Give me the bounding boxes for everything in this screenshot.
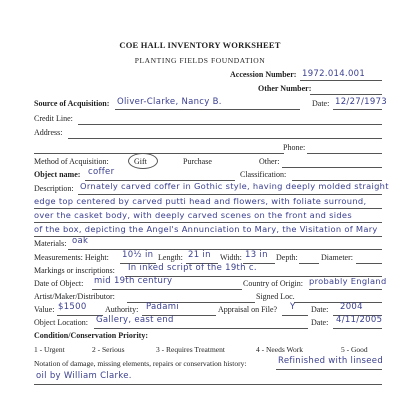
priority-needs-work: 4 - Needs Work: [256, 345, 303, 354]
description-line-3: [34, 222, 382, 223]
location-date-value: 4/11/2005: [336, 315, 383, 325]
materials-line: [68, 249, 382, 250]
credit-line-label: Credit Line:: [34, 114, 73, 123]
location-date-label: Date:: [311, 318, 329, 327]
notation-value-1: Refinished with linseed: [278, 356, 384, 366]
country-value: probably England: [309, 276, 387, 286]
description-text-2: edge top centered by carved putti head and flowers, with foliate surround,: [34, 196, 367, 206]
source-value: Oliver-Clarke, Nancy B.: [117, 97, 222, 107]
authority-value: Padami: [146, 302, 179, 312]
method-label: Method of Acquisition:: [34, 157, 109, 166]
acquisition-date-label: Date:: [312, 99, 330, 108]
length-label: Length:: [158, 253, 183, 262]
source-label: Source of Acquisition:: [34, 99, 110, 108]
classification-label: Classification:: [240, 170, 287, 179]
acquisition-date-line: [333, 109, 382, 110]
description-label: Description:: [34, 184, 74, 193]
height-value: 10½ in: [122, 250, 154, 260]
notation-line-2: [34, 384, 382, 385]
address-line-2: [34, 153, 284, 154]
signed-label: Signed Loc.: [256, 292, 295, 301]
markings-value: In inked script of the 19th c.: [128, 263, 257, 273]
width-value: 13 in: [245, 250, 268, 260]
width-label: Width:: [220, 253, 242, 262]
value-value: $1500: [58, 302, 87, 312]
value-label: Value:: [34, 305, 55, 314]
address-label: Address:: [34, 128, 63, 137]
value-date-value: 2004: [340, 302, 363, 312]
object-name-value: coffer: [88, 167, 115, 177]
location-date-line: [333, 328, 382, 329]
object-name-label: Object name:: [34, 170, 81, 179]
length-value: 21 in: [188, 250, 211, 260]
phone-line: [307, 153, 382, 154]
location-line: [94, 328, 308, 329]
appraisal-line: [282, 315, 308, 316]
accession-value: 1972.014.001: [302, 69, 366, 79]
notation-value-2: oil by William Clarke.: [36, 371, 132, 381]
notation-line-1: [276, 369, 382, 370]
date-of-object-label: Date of Object:: [34, 279, 84, 288]
other-number-label: Other Number:: [258, 84, 312, 93]
signed-line: [294, 302, 382, 303]
description-text-1: Ornately carved coffer in Gothic style, having deeply molded straight: [80, 181, 389, 191]
acquisition-date-value: 12/27/1973: [335, 97, 387, 107]
diameter-line: [356, 263, 382, 264]
method-other-label: Other:: [259, 157, 280, 166]
source-line: [115, 109, 300, 110]
method-other-line: [282, 167, 382, 168]
worksheet-title: COE HALL INVENTORY WORKSHEET: [119, 40, 281, 50]
appraisal-label: Appraisal on File?: [218, 305, 278, 314]
materials-label: Materials:: [34, 239, 67, 248]
phone-label: Phone:: [283, 143, 306, 152]
address-line: [68, 138, 382, 139]
accession-label: Accession Number:: [230, 70, 297, 79]
location-label: Object Location:: [34, 318, 88, 327]
credit-line-line: [78, 124, 382, 125]
markings-label: Markings or inscriptions:: [34, 266, 115, 275]
depth-line: [299, 263, 319, 264]
condition-label: Condition/Conservation Priority:: [34, 331, 148, 340]
date-of-object-line: [92, 289, 242, 290]
measurements-height-label: Measurements: Height:: [34, 253, 109, 262]
date-of-object-value: mid 19th century: [94, 276, 173, 286]
method-gift: Gift: [134, 157, 147, 166]
description-line-1: [78, 194, 382, 195]
depth-label: Depth:: [276, 253, 298, 262]
priority-urgent: 1 - Urgent: [34, 345, 65, 354]
priority-serious: 2 - Serious: [92, 345, 125, 354]
notation-label: Notation of damage, missing elements, repairs or conservation history:: [34, 359, 247, 368]
authority-label: Authority:: [105, 305, 139, 314]
priority-good: 5 - Good: [341, 345, 368, 354]
location-value: Gallery, east end: [96, 315, 174, 325]
priority-requires-treatment: 3 - Requires Treatment: [156, 345, 225, 354]
other-number-line: [310, 94, 382, 95]
value-date-label: Date:: [311, 305, 329, 314]
diameter-label: Diameter:: [321, 253, 353, 262]
description-text-3: over the casket body, with deeply carved scenes on the front and sides: [34, 210, 352, 220]
method-purchase: Purchase: [183, 157, 212, 166]
country-label: Country of Origin:: [243, 279, 303, 288]
description-text-4: of the box, depicting the Angel's Annunciation to Mary, the Visitation of Mary: [34, 224, 378, 234]
country-line: [309, 289, 382, 290]
description-line-2: [34, 208, 382, 209]
worksheet-subtitle: PLANTING FIELDS FOUNDATION: [134, 56, 266, 65]
accession-line: [300, 80, 382, 81]
appraisal-value: Y: [290, 302, 296, 312]
materials-value: oak: [72, 236, 89, 246]
artist-label: Artist/Maker/Distributor:: [34, 292, 115, 301]
